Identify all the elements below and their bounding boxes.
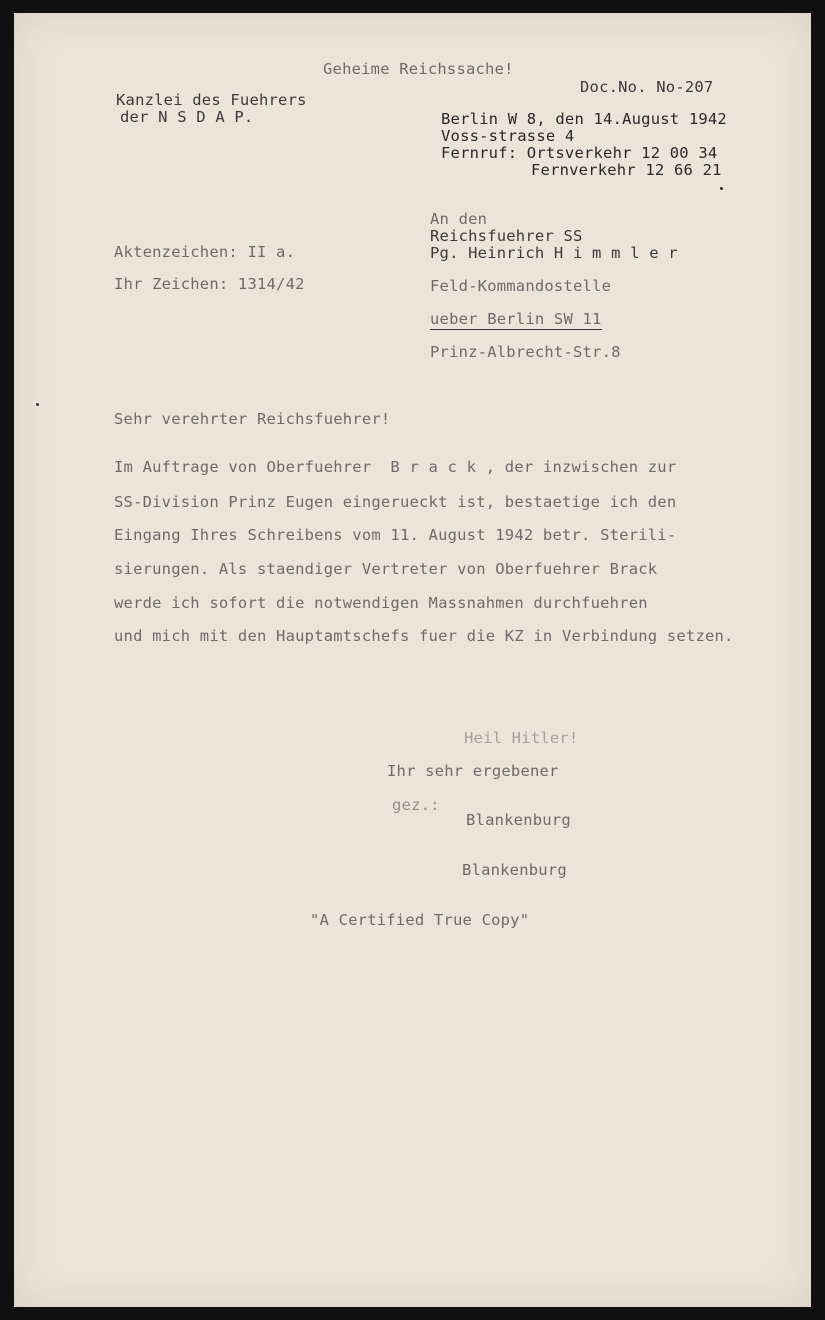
ihr-zeichen: Ihr Zeichen: 1314/42: [114, 275, 305, 293]
document-number: Doc.No. No-207: [580, 78, 714, 96]
margin-mark: [36, 403, 39, 406]
place-date: Berlin W 8, den 14.August 1942: [441, 110, 727, 128]
recipient-line-1: An den: [430, 210, 488, 228]
signed-label: gez.:: [392, 796, 440, 814]
signature: Blankenburg: [466, 811, 571, 829]
recipient-line-4: Feld-Kommandostelle: [430, 277, 612, 295]
body-line-1: Im Auftrage von Oberfuehrer B r a c k , der inzwischen zur: [114, 458, 677, 476]
body-line-3: Eingang Ihres Schreibens vom 11. August 1942 betr. Sterili-: [114, 526, 677, 544]
aktenzeichen: Aktenzeichen: II a.: [114, 243, 296, 261]
body-line-5: werde ich sofort die notwendigen Massnahmen durchfuehren: [114, 594, 648, 612]
stray-mark: [720, 187, 723, 190]
recipient-line-2: Reichsfuehrer SS: [430, 227, 583, 245]
certification-note: "A Certified True Copy": [310, 911, 530, 929]
closing-regards: Ihr sehr ergebener: [387, 762, 559, 780]
body-line-2: SS-Division Prinz Eugen eingerueckt ist, bestaetige ich den: [114, 493, 677, 511]
sender-office: Kanzlei des Fuehrers: [116, 91, 307, 109]
recipient-line-6: Prinz-Albrecht-Str.8: [430, 343, 621, 361]
document-page: [14, 13, 811, 1307]
body-line-4: sierungen. Als staendiger Vertreter von Oberfuehrer Brack: [114, 560, 658, 578]
recipient-name: Pg. Heinrich H i m m l e r: [430, 244, 678, 262]
body-line-6: und mich mit den Hauptamtschefs fuer die KZ in Verbindung setzen.: [114, 627, 734, 645]
classification-heading: Geheime Reichssache!: [323, 60, 514, 78]
salutation: Sehr verehrter Reichsfuehrer!: [114, 410, 391, 428]
sender-party: der N S D A P.: [120, 108, 254, 126]
street-address: Voss-strasse 4: [441, 127, 575, 145]
recipient-line-5: ueber Berlin SW 11: [430, 310, 602, 328]
phone-long-distance: Fernverkehr 12 66 21: [531, 161, 722, 179]
phone-local: Fernruf: Ortsverkehr 12 00 34: [441, 144, 718, 162]
typed-name: Blankenburg: [462, 861, 567, 879]
closing-greeting: Heil Hitler!: [464, 729, 579, 747]
